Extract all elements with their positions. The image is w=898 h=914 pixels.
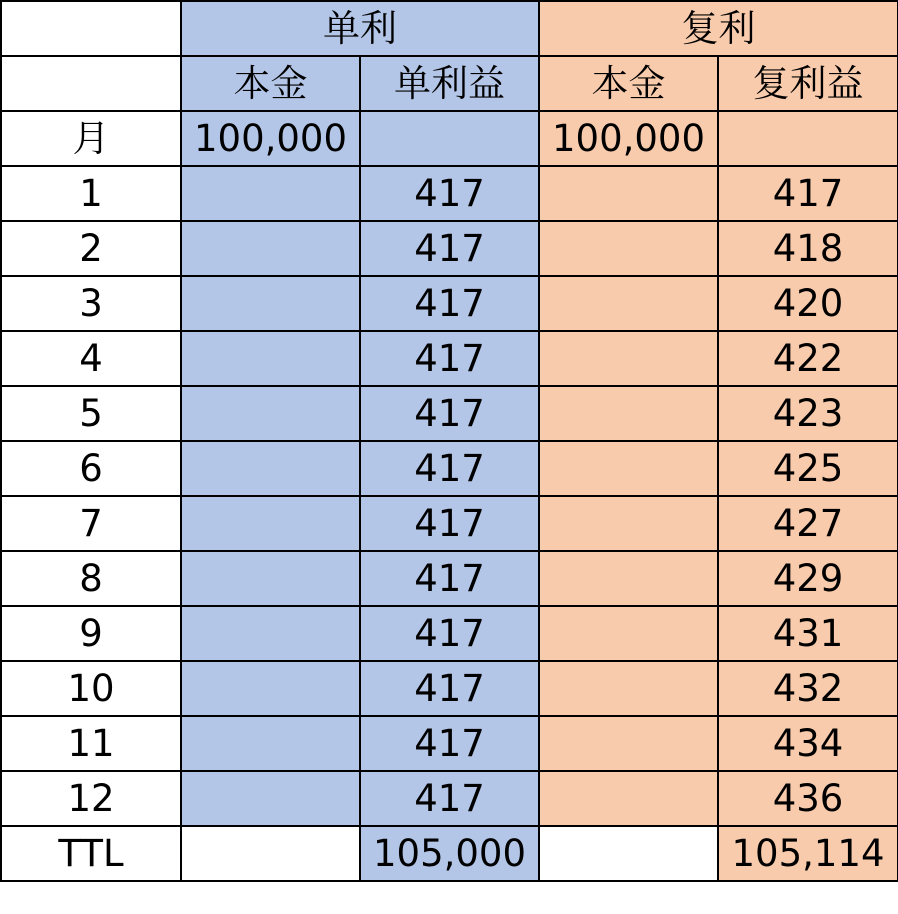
month-number-cell: 1	[1, 166, 181, 221]
compound-interest-cell: 420	[718, 276, 898, 331]
month-row	[1, 166, 898, 221]
simple-principal-cell	[181, 166, 360, 221]
simple-interest-cell: 417	[360, 716, 539, 771]
simple-interest-total-cell: 105,000	[360, 826, 539, 881]
compound-interest-cell: 418	[718, 221, 898, 276]
month-row	[1, 606, 898, 661]
compound-interest-cell: 425	[718, 441, 898, 496]
simple-principal-cell	[181, 551, 360, 606]
month-number-cell: 3	[1, 276, 181, 331]
compound-interest-cell: 423	[718, 386, 898, 441]
compound-interest-cell: 432	[718, 661, 898, 716]
month-number-cell: 2	[1, 221, 181, 276]
month-row	[1, 276, 898, 331]
compound-principal-cell	[539, 441, 718, 496]
compound-principal-cell	[539, 496, 718, 551]
simple-principal-cell	[181, 331, 360, 386]
month-number-cell: 11	[1, 716, 181, 771]
simple-principal-cell	[181, 496, 360, 551]
month-number-cell: 9	[1, 606, 181, 661]
total-row	[1, 826, 898, 881]
compound-principal-cell	[539, 331, 718, 386]
month-number-cell: 5	[1, 386, 181, 441]
simple-principal-cell	[181, 386, 360, 441]
compound-interest-header: 复利益	[718, 56, 898, 111]
corner-cell	[1, 1, 181, 56]
compound-interest-cell: 417	[718, 166, 898, 221]
compound-principal-cell	[539, 221, 718, 276]
simple-principal-cell	[181, 716, 360, 771]
compound-interest-cell: 431	[718, 606, 898, 661]
simple-interest-header: 单利益	[360, 56, 539, 111]
compound-principal-cell	[539, 716, 718, 771]
simple-principal-cell: 100,000	[181, 111, 360, 166]
compound-principal-cell	[539, 166, 718, 221]
month-number-cell: 8	[1, 551, 181, 606]
compound-principal-cell	[539, 771, 718, 826]
simple-interest-cell: 417	[360, 276, 539, 331]
month-number-cell: 4	[1, 331, 181, 386]
simple-principal-cell	[181, 771, 360, 826]
simple-principal-cell	[181, 276, 360, 331]
compound-principal-cell: 100,000	[539, 111, 718, 166]
simple-interest-cell: 417	[360, 551, 539, 606]
compound-interest-total-cell: 105,114	[718, 826, 898, 881]
compound-principal-cell	[539, 551, 718, 606]
simple-interest-cell: 417	[360, 441, 539, 496]
simple-principal-total-cell	[181, 826, 360, 881]
compound-interest-group-header: 复利	[539, 1, 898, 56]
month-row	[1, 386, 898, 441]
month-number-cell: 12	[1, 771, 181, 826]
month-row	[1, 496, 898, 551]
simple-interest-cell: 417	[360, 606, 539, 661]
simple-interest-cell: 417	[360, 771, 539, 826]
month-row	[1, 331, 898, 386]
month-row	[1, 551, 898, 606]
month-row	[1, 771, 898, 826]
simple-interest-cell: 417	[360, 661, 539, 716]
simple-principal-cell	[181, 661, 360, 716]
compound-principal-total-cell	[539, 826, 718, 881]
simple-interest-cell: 417	[360, 386, 539, 441]
simple-interest-cell: 417	[360, 221, 539, 276]
compound-interest-cell: 422	[718, 331, 898, 386]
simple-interest-cell: 417	[360, 166, 539, 221]
simple-interest-group-header: 单利	[181, 1, 539, 56]
month-row	[1, 441, 898, 496]
total-label-cell: TTL	[1, 826, 181, 881]
simple-interest-cell	[360, 111, 539, 166]
compound-interest-cell: 429	[718, 551, 898, 606]
simple-principal-cell	[181, 606, 360, 661]
compound-interest-cell	[718, 111, 898, 166]
compound-principal-cell	[539, 276, 718, 331]
month-number-cell: 10	[1, 661, 181, 716]
compound-principal-cell	[539, 661, 718, 716]
month-number-cell: 7	[1, 496, 181, 551]
compound-principal-cell	[539, 386, 718, 441]
corner-cell	[1, 56, 181, 111]
simple-principal-cell	[181, 441, 360, 496]
compound-principal-cell	[539, 606, 718, 661]
compound-interest-cell: 434	[718, 716, 898, 771]
principal-row	[1, 111, 898, 166]
simple-interest-cell: 417	[360, 496, 539, 551]
compound-interest-cell: 436	[718, 771, 898, 826]
simple-principal-header: 本金	[181, 56, 360, 111]
group-header-row	[1, 1, 898, 56]
month-row	[1, 716, 898, 771]
simple-interest-cell: 417	[360, 331, 539, 386]
month-row	[1, 221, 898, 276]
compound-interest-cell: 427	[718, 496, 898, 551]
column-header-row	[1, 56, 898, 111]
month-label-cell: 月	[1, 111, 181, 166]
compound-principal-header: 本金	[539, 56, 718, 111]
month-row	[1, 661, 898, 716]
month-number-cell: 6	[1, 441, 181, 496]
simple-principal-cell	[181, 221, 360, 276]
